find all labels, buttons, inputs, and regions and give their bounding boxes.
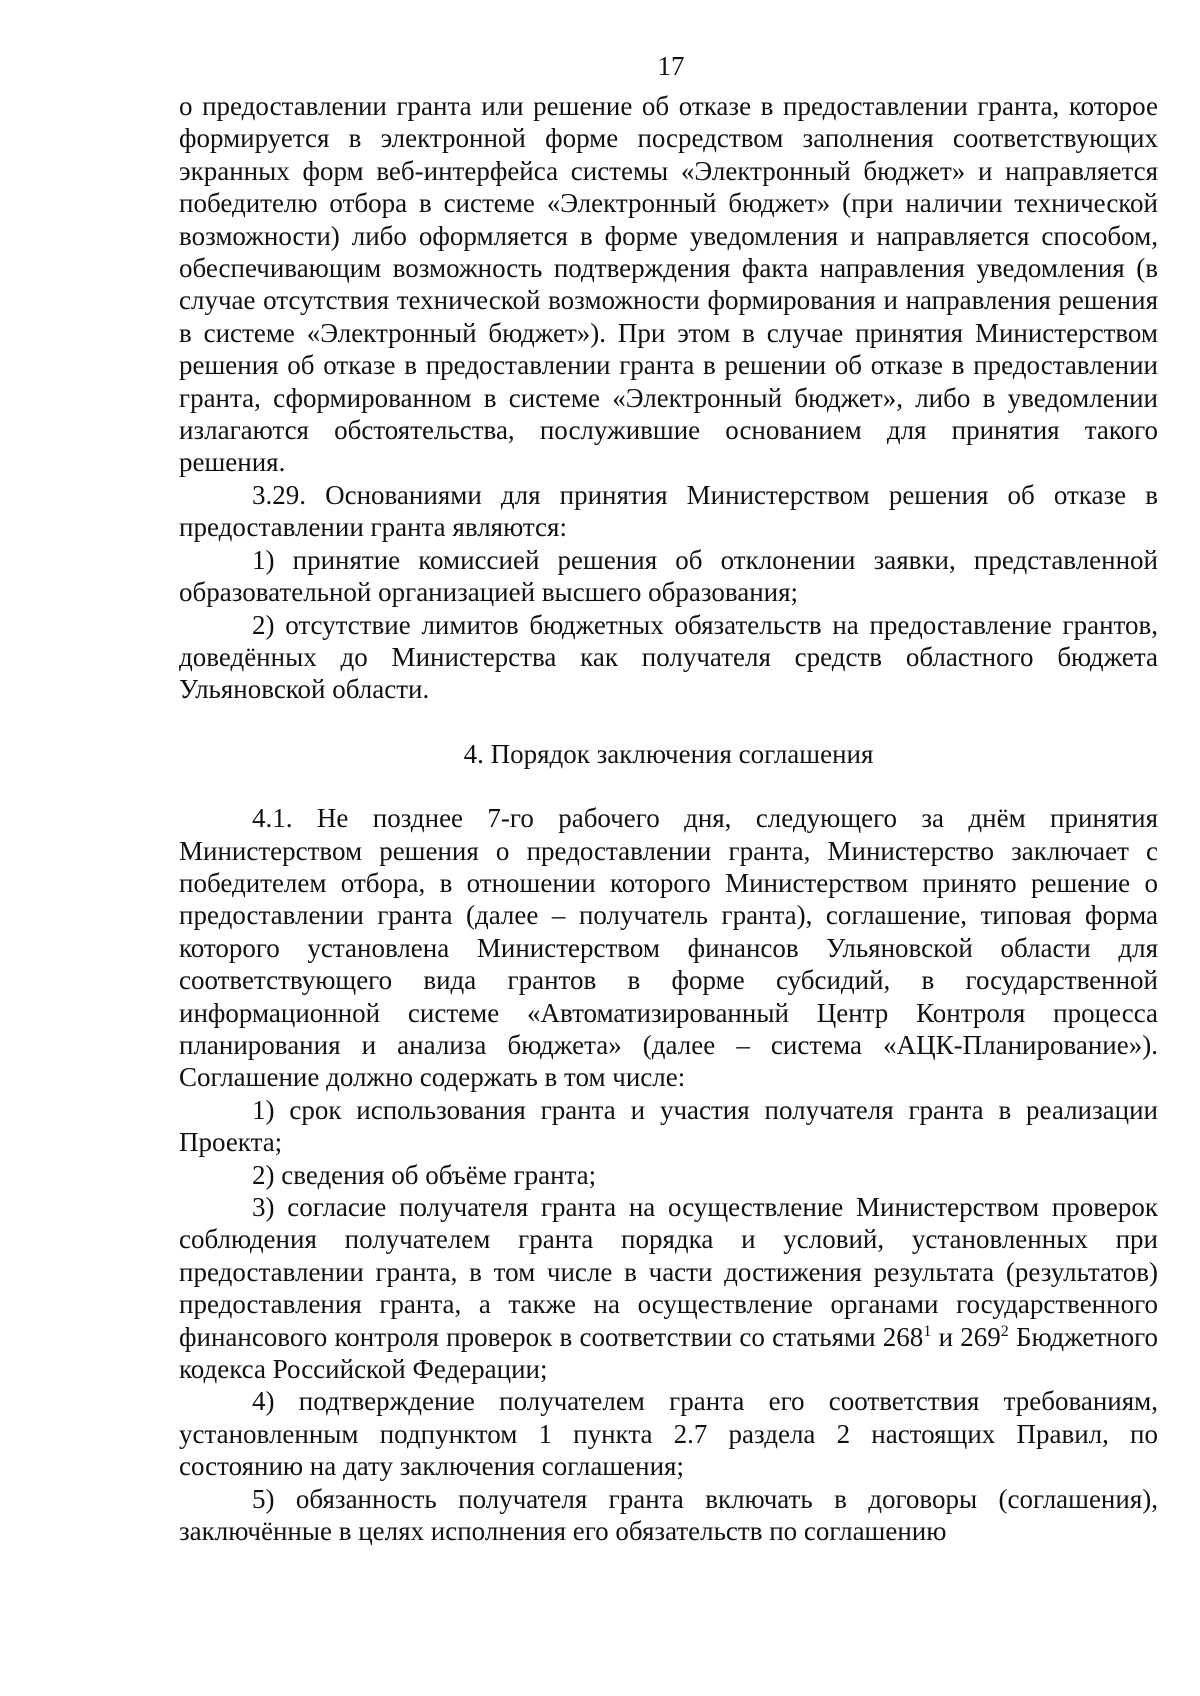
superscript-2: 2: [1000, 1322, 1009, 1340]
document-body: [179, 90, 1158, 1547]
paragraph-4-1-item-4: 4) подтверждение получателем гранта его соответствия требованиям, установленным подпунктом 1 пункта 2.7 раздела 2 настоящих Правил, по состоянию на дату заключения соглашения;: [179, 1386, 1158, 1482]
section-4-title: 4. Порядок заключения соглашения: [463, 738, 874, 769]
paragraph-4-1-item-1: 1) срок использования гранта и участия получателя гранта в реализации Проекта;: [179, 1094, 1158, 1158]
paragraph-3-29: 3.29. Основаниями для принятия Министерством решения об отказе в предоставлении гранта являются:: [179, 479, 1158, 543]
paragraph-4-1-item-3-text: 3) согласие получателя гранта на осуществление Министерством проверок соблюдения получателем гранта порядка и условий, установленных при предоставлении гранта, в том числе в части достижения результата (результатов) предоставления гранта, а также на осуществление органами государственного финансового контроля проверок в соответствии со статьями 268: [179, 1192, 1158, 1352]
paragraph-3-29-item-2: 2) отсутствие лимитов бюджетных обязательств на предоставление грантов, доведённых до Министерства как получателя средств областного бюджета Ульяновской области.: [179, 609, 1158, 705]
superscript-1: 1: [923, 1322, 932, 1340]
paragraph-3-29-item-1: 1) принятие комиссией решения об отклонении заявки, представленной образовательной организацией высшего образования;: [179, 544, 1158, 608]
paragraph-4-1: 4.1. Не позднее 7-го рабочего дня, следующего за днём принятия Министерством решения о предоставлении гранта, Министерство заключает с победителем отбора, в отношении которого Министерством принято решение о предоставлении гранта (далее – получатель гранта), соглашение, типовая форма которого установлена Министерством финансов Ульяновской области для соответствующего вида грантов в форме субсидий, в государственной информационной системе «Автоматизированный Центр Контроля процесса планирования и анализа бюджета» (далее – система «АЦК-Планирование»). Соглашение должно содержать в том числе:: [179, 803, 1158, 1093]
paragraph-4-1-item-3-end: Бюджетного кодекса Российской Федерации;: [179, 1321, 1158, 1385]
page-number: 17: [657, 51, 685, 81]
paragraph-4-1-item-5: 5) обязанность получателя гранта включать в договоры (соглашения), заключённые в целях исполнения его обязательств по соглашению: [179, 1483, 1158, 1547]
paragraph-continuation: о предоставлении гранта или решение об отказе в предоставлении гранта, которое формируется в электронной форме посредством заполнения соответствующих экранных форм веб-интерфейса системы «Электронный бюджет» и направляется победителю отбора в системе «Электронный бюджет» (при наличии технической возможности) либо оформляется в форме уведомления и направляется способом, обеспечивающим возможность подтверждения факта направления уведомления (в случае отсутствия технической возможности формирования и направления решения в системе «Электронный бюджет»). При этом в случае принятия Министерством решения об отказе в предоставлении гранта в решении об отказе в предоставлении гранта, сформированном в системе «Электронный бюджет», либо в уведомлении излагаются обстоятельства, послужившие основанием для принятия такого решения.: [179, 91, 1158, 478]
paragraph-4-1-item-2: 2) сведения об объёме гранта;: [252, 1159, 597, 1190]
paragraph-4-1-item-3: [179, 1191, 1158, 1385]
paragraph-4-1-item-3-mid: и 269: [931, 1321, 1001, 1352]
